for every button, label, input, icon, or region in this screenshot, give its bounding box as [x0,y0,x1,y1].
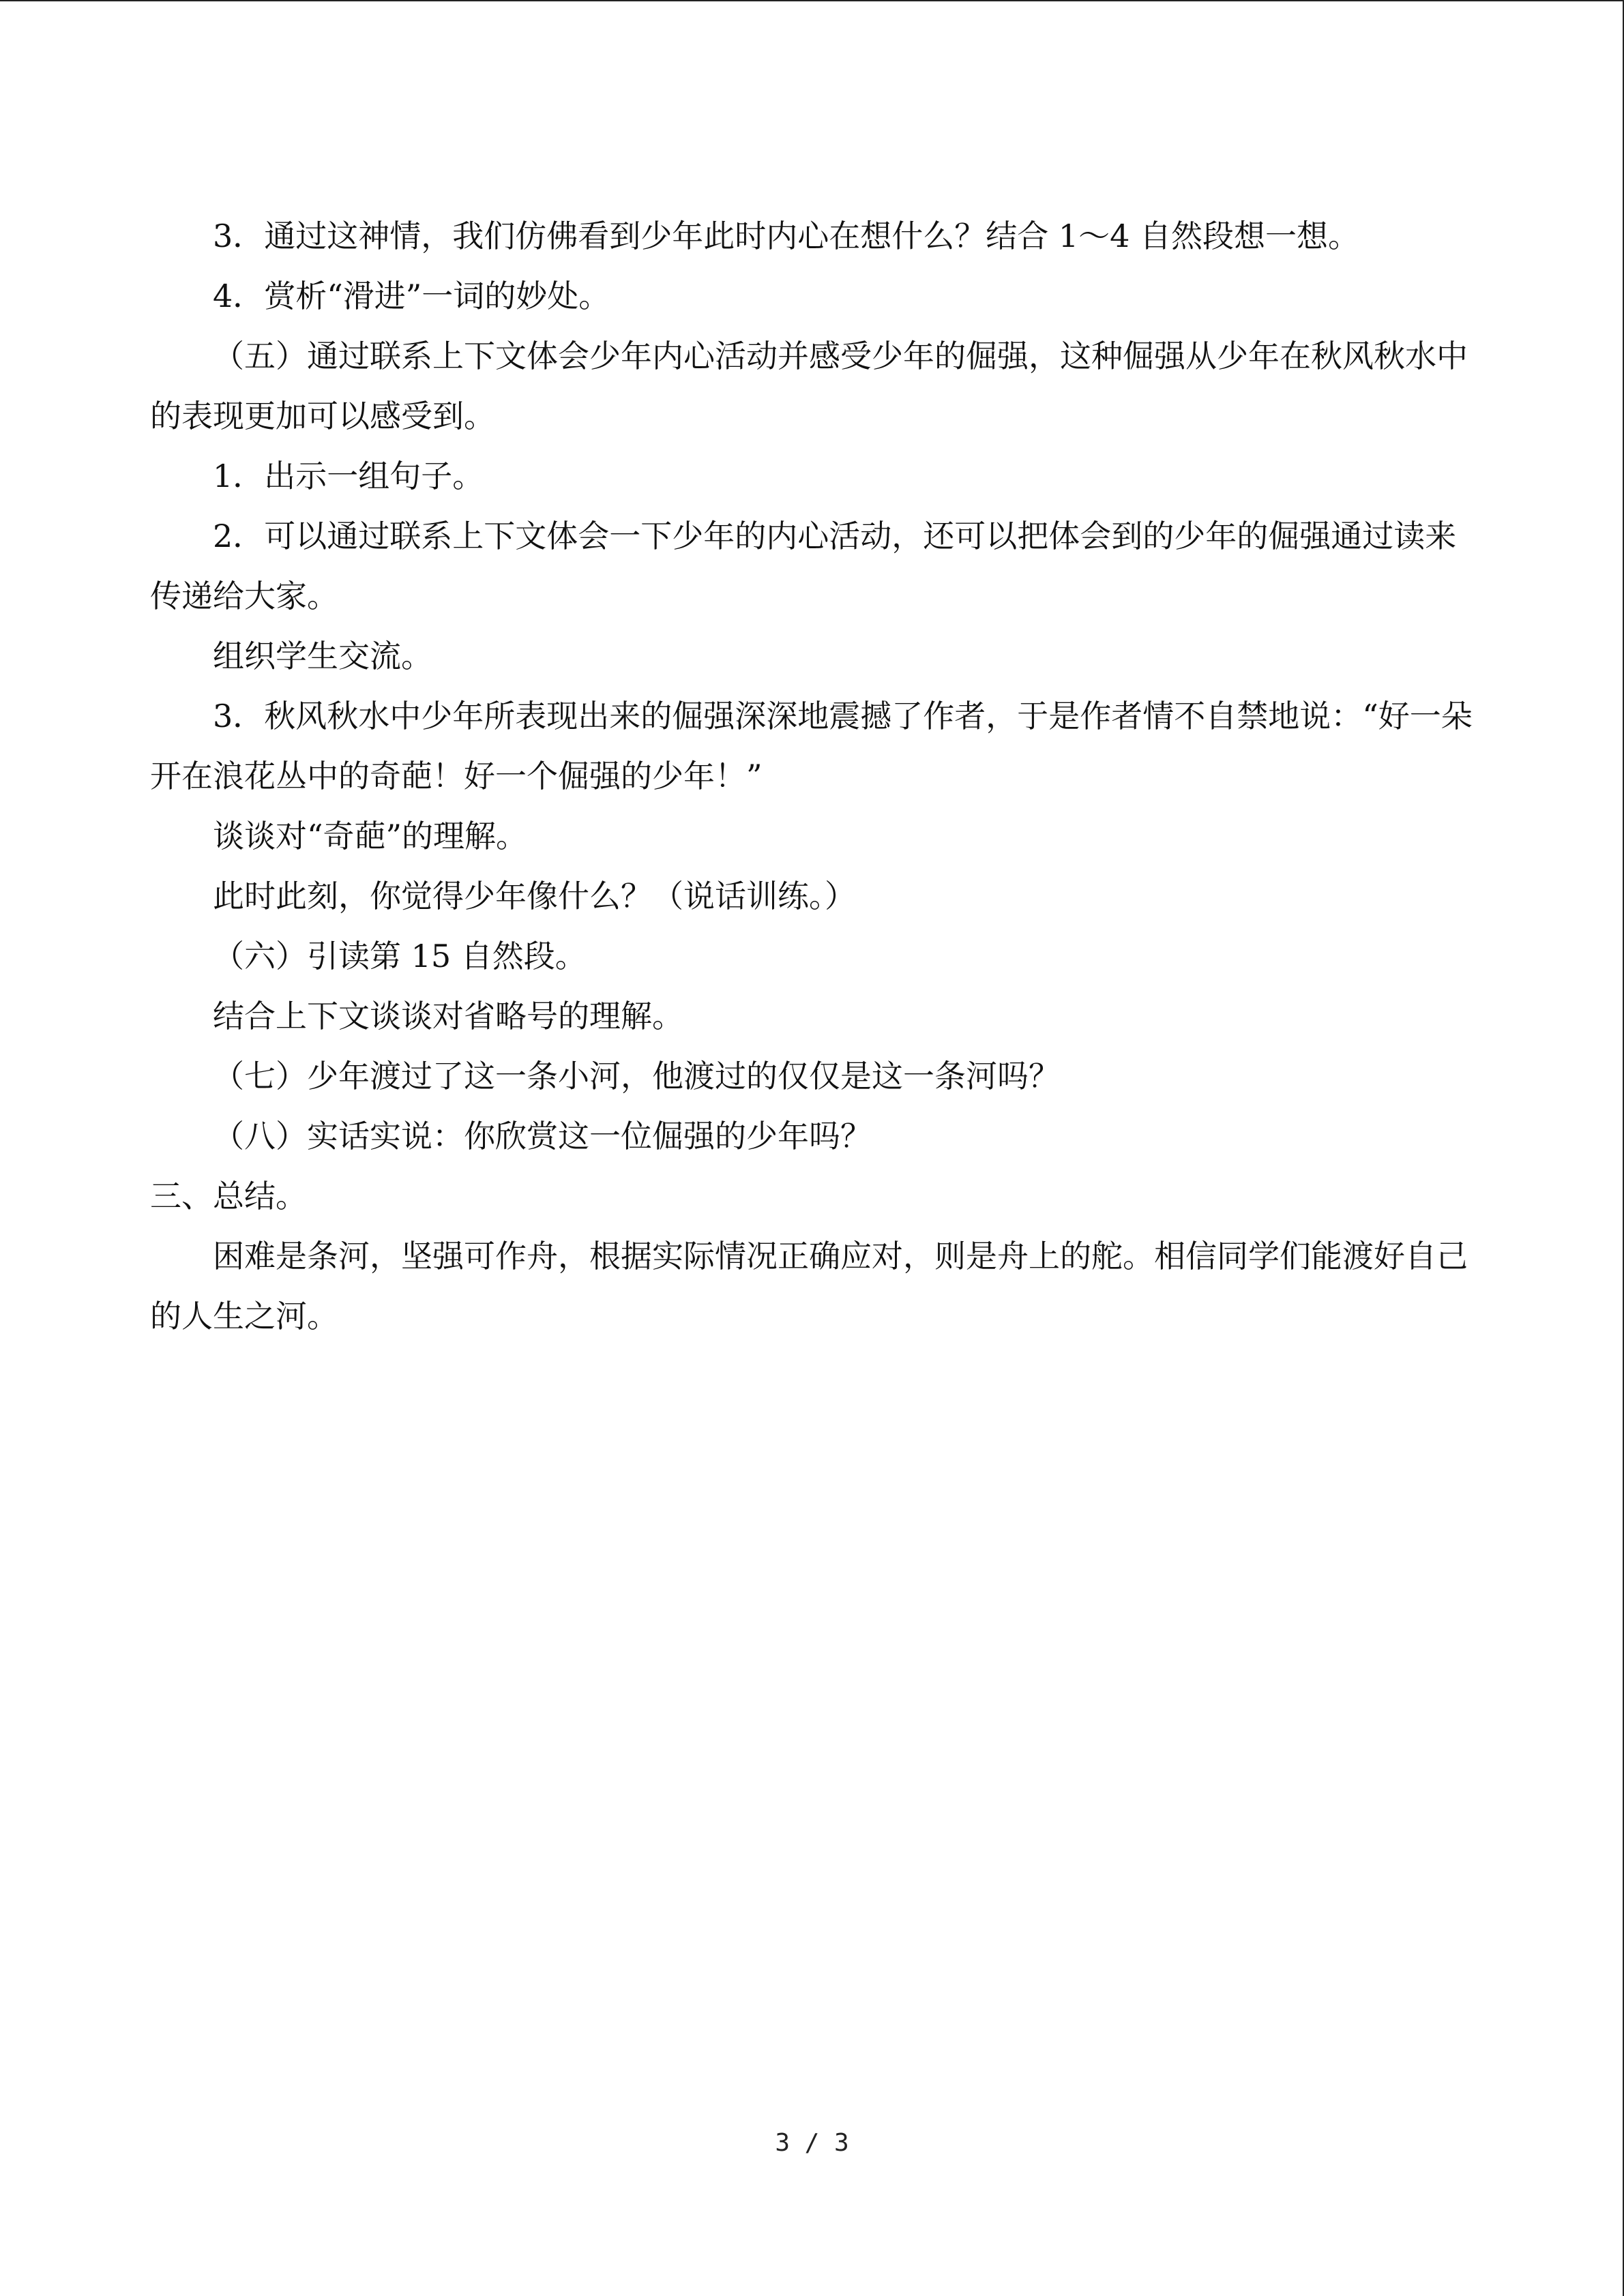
paragraph-11: 结合上下文谈谈对省略号的理解。 [213,998,683,1034]
paragraph-15: 困难是条河，坚强可作舟，根据实际情况正确应对，则是舟上的舵。相信同学们能渡好自己的人生之河。 [150,1238,1468,1335]
paragraph-10: （六）引读第 15 自然段。 [213,938,587,974]
paragraph-6: 组织学生交流。 [213,638,432,674]
paragraph-2: 4．赏析“滑进”一词的妙处。 [213,278,610,314]
paragraph-3: （五）通过联系上下文体会少年内心活动并感受少年的倔强，这种倔强从少年在秋风秋水中的表现更加可以感受到。 [150,338,1468,434]
paragraph-12: （七）少年渡过了这一条小河，他渡过的仅仅是这一条河吗？ [213,1058,1060,1094]
paragraph-4: 1．出示一组句子。 [213,458,484,494]
document-body [150,206,1480,1346]
paragraph-9: 此时此刻，你觉得少年像什么？（说话训练。） [213,878,856,914]
paragraph-13: （八）实话实说：你欣赏这一位倔强的少年吗？ [213,1118,872,1154]
section-heading-summary: 三、总结。 [150,1178,307,1214]
paragraph-7: 3．秋风秋水中少年所表现出来的倔强深深地震撼了作者，于是作者情不自禁地说：“好一朵开在浪花丛中的奇葩！好一个倔强的少年！” [150,698,1473,794]
page-number: 3 / 3 [775,2129,849,2157]
paragraph-1: 3．通过这神情，我们仿佛看到少年此时内心在想什么？结合 1～4 自然段想一想。 [213,218,1360,254]
paragraph-8: 谈谈对“奇葩”的理解。 [213,818,528,854]
paragraph-5: 2．可以通过联系上下文体会一下少年的内心活动，还可以把体会到的少年的倔强通过读来传递给大家。 [150,518,1457,614]
